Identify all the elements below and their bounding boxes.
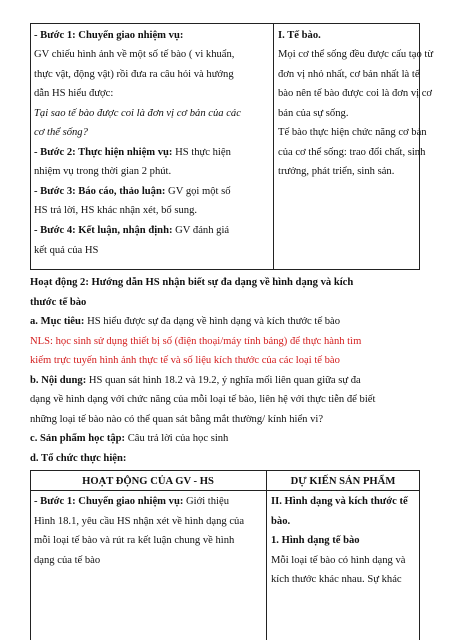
activity2-title-line-2: thước tế bào — [30, 297, 87, 308]
t2-step1-rest: Giới thiệu — [183, 496, 229, 507]
question-line-2: cơ thể sống? — [34, 127, 88, 138]
nls-line-1: NLS: học sinh sử dụng thiết bị số (điện thoại/máy tính bảng) để thực hành tìm — [30, 336, 362, 347]
header-gv-hs: HOẠT ĐỘNG CỦA GV - HS — [82, 476, 214, 487]
content-label: b. Nội dung: — [30, 375, 87, 386]
activity2-title-line-1: Hoạt động 2: Hướng dẫn HS nhận biết sự đa dạng về hình dạng và kích — [30, 277, 354, 288]
cell-heading-te-bao: I. Tế bào. — [278, 30, 321, 41]
product-text: Câu trả lời của học sinh — [125, 433, 229, 444]
product-line — [30, 432, 228, 445]
step2-title: - Bước 2: Thực hiện nhiệm vụ: — [34, 147, 173, 158]
te-bao-line-5: Tế bào thực hiện chức năng cơ bản — [278, 127, 427, 138]
objective-label: a. Mục tiêu: — [30, 316, 85, 327]
step4-line-2: kết quả của HS — [34, 245, 99, 256]
step3-title: - Bước 3: Báo cáo, thảo luận: — [34, 186, 166, 197]
te-bao-line-4: bản của sự sống. — [278, 108, 349, 119]
te-bao-line-3: bào nên tế bào được coi là đơn vị cơ — [278, 88, 433, 99]
te-bao-line-1: Mọi cơ thể sống đều được cấu tạo từ — [278, 49, 434, 60]
objective-text: HS hiểu được sự đa dạng về hình dạng và kích thước tế bào — [84, 316, 340, 327]
content-line-3: những loại tế bào nào có thể quan sát bằng mắt thường/ kính hiển vi? — [30, 414, 324, 425]
step3-rest: GV gọi một số — [165, 186, 231, 197]
shape-size-heading-line-1: II. Hình dạng và kích thước tế — [271, 496, 408, 507]
step2-rest: HS thực hiện — [172, 147, 231, 158]
shape-subheading: 1. Hình dạng tế bào — [271, 535, 360, 546]
top-table-divider — [273, 23, 274, 270]
step1-line-3: dẫn HS hiểu được: — [34, 88, 114, 99]
bottom-table-divider — [266, 470, 267, 640]
te-bao-line-2: đơn vị nhỏ nhất, cơ bản nhất là tế — [278, 69, 420, 80]
nls-line-2: kiếm trực tuyến hình ảnh thực tế và số liệu kích thước của các loại tế bào — [30, 355, 340, 366]
step4-title: - Bước 4: Kết luận, nhận định: — [34, 225, 173, 236]
shape-line-1: Mỗi loại tế bào có hình dạng và — [271, 555, 406, 566]
step1-title: - Bước 1: Chuyển giao nhiệm vụ: — [34, 30, 184, 41]
objective-line — [30, 315, 340, 328]
product-label: c. Sản phẩm học tập: — [30, 433, 126, 444]
te-bao-line-6: của cơ thể sống: trao đổi chất, sinh — [278, 147, 426, 158]
t2-step1-line-3: mỗi loại tế bào và rút ra kết luận chung về hình — [34, 535, 235, 546]
step4-rest: GV đánh giá — [172, 225, 230, 236]
t2-step1-line-1 — [34, 495, 229, 508]
shape-line-2: kích thước khác nhau. Sự khác — [271, 574, 402, 585]
content-line-2: dạng về hình dạng với chức năng của mỗi loại tế bào, liên hệ với thực tiễn để biết — [30, 394, 376, 405]
t2-step1-line-2: Hình 18.1, yêu cầu HS nhận xét về hình dạng của — [34, 516, 245, 527]
step1-line-2: thực vật, động vật) rồi đưa ra câu hỏi và hướng — [34, 69, 234, 80]
org-label: d. Tổ chức thực hiện: — [30, 453, 127, 464]
te-bao-line-7: trưởng, phát triển, sinh sản. — [278, 166, 395, 177]
content-line-1-rest: HS quan sát hình 18.2 và 19.2, ý nghĩa mối liên quan giữa sự đa — [86, 375, 361, 386]
step3-line-1 — [34, 185, 231, 198]
bottom-table-header-rule — [30, 490, 420, 491]
step2-line-2: nhiệm vụ trong thời gian 2 phút. — [34, 166, 172, 177]
t2-step1-line-4: dạng của tế bào — [34, 555, 101, 566]
question-line-1: Tại sao tế bào được coi là đơn vị cơ bản của các — [34, 108, 241, 119]
step1-line-1: GV chiếu hình ảnh về một số tế bào ( vi khuẩn, — [34, 49, 235, 60]
step3-line-2: HS trả lời, HS khác nhận xét, bổ sung. — [34, 205, 198, 216]
shape-size-heading-line-2: bào. — [271, 516, 291, 527]
header-du-kien: DỰ KIẾN SẢN PHẨM — [290, 476, 396, 487]
step4-line-1 — [34, 224, 229, 237]
step2-line-1 — [34, 146, 231, 159]
t2-step1-title: - Bước 1: Chuyển giao nhiệm vụ: — [34, 496, 184, 507]
content-line-1 — [30, 374, 361, 387]
